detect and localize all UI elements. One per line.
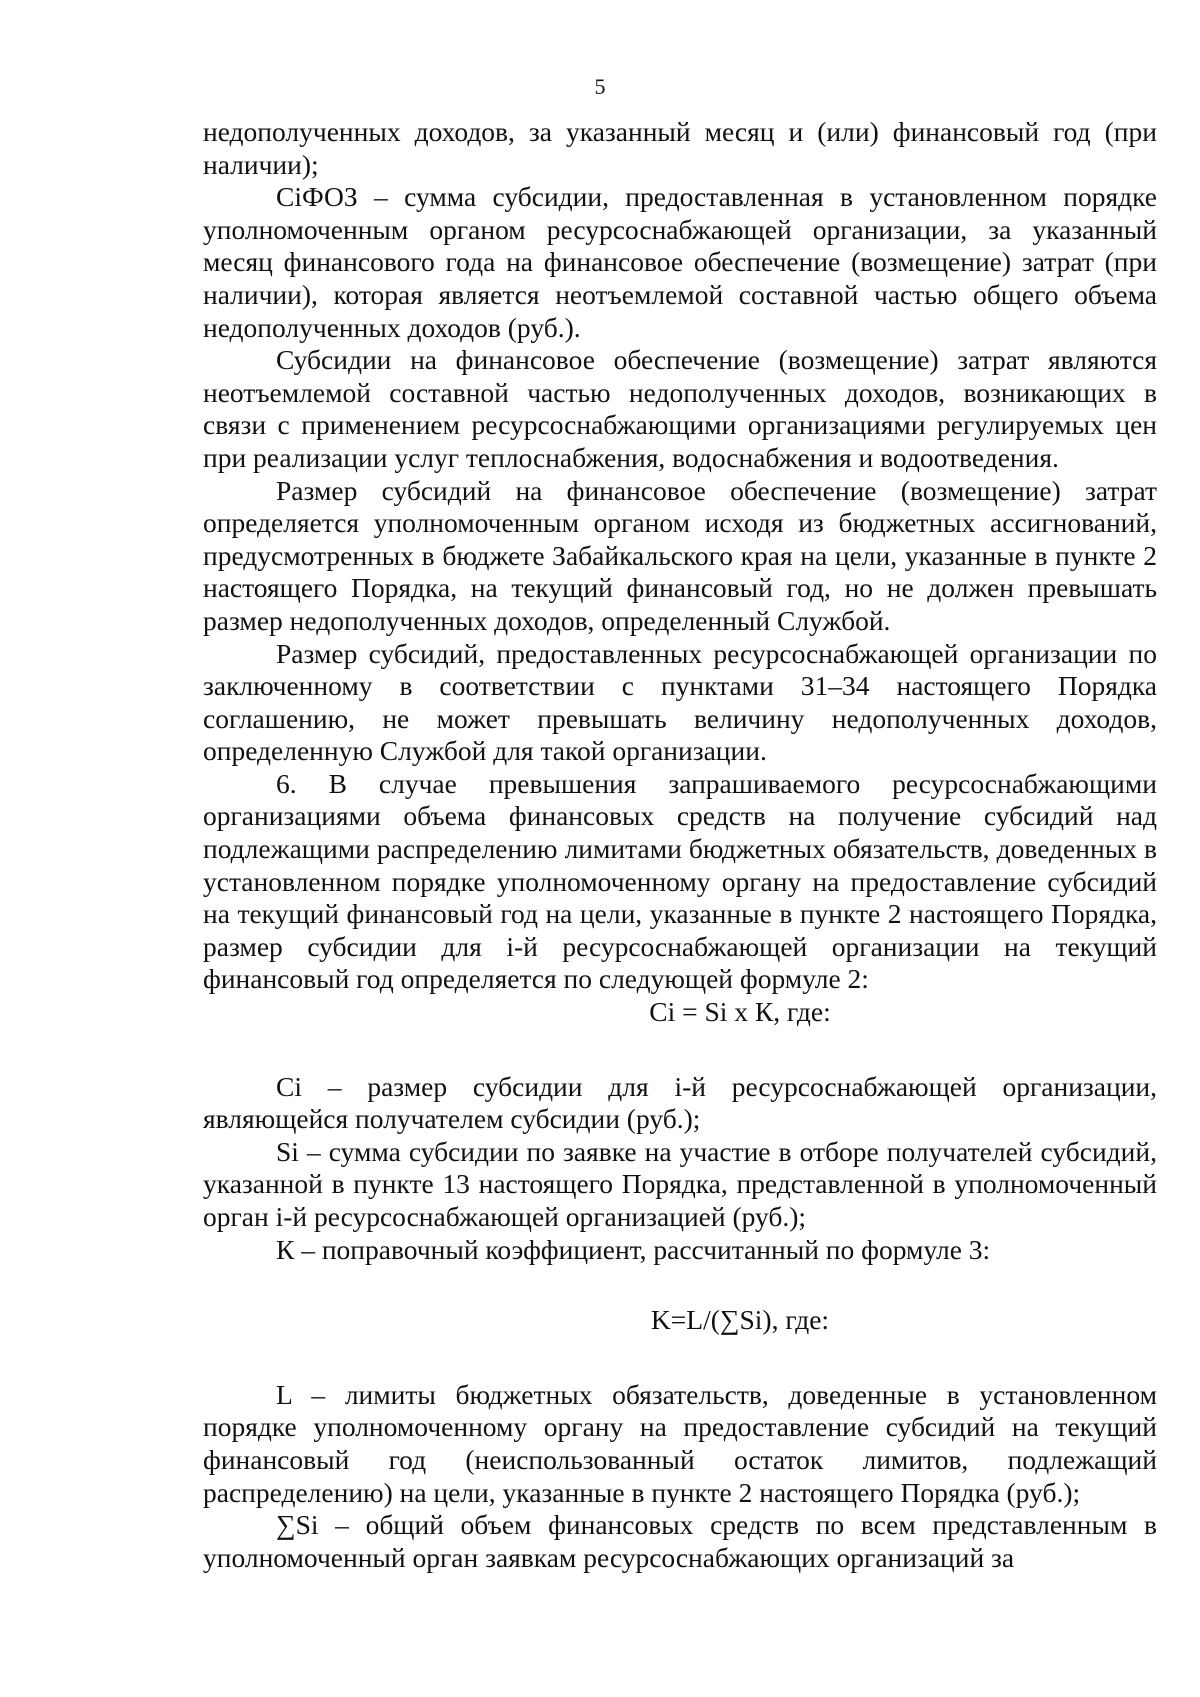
paragraph-subsidies-component: Субсидии на финансовое обеспечение (возмещение) затрат являются неотъемлемой составной частью недополученных доходов, возникающих в связи с применением ресурсоснабжающими организациями регулируемых цен при реализации услуг теплоснабжения, водоснабжения и водоотведения. (203, 344, 1157, 473)
paragraph-cifoz-definition: СiФОЗ – сумма субсидии, предоставленная в установленном порядке уполномоченным органом ресурсоснабжающей организации, за указанный месяц финансового года на финансовое обеспечение (возмещение) затрат (при наличии), которая является неотъемлемой составной частью общего объема недополученных доходов (руб.). (203, 181, 1157, 343)
paragraph-k-definition: К – поправочный коэффициент, рассчитанный по формуле 3: (276, 1233, 991, 1265)
document-body (203, 116, 1157, 1574)
formula-3: K=L/(∑Si), где: (650, 1304, 830, 1336)
page-number: 5 (594, 74, 606, 99)
paragraph-subsidy-amount: Размер субсидий на финансовое обеспечение (возмещение) затрат определяется уполномоченным органом исходя из бюджетных ассигнований, предусмотренных в бюджете Забайкальского края на цели, указанные в пункте 2 настоящего Порядка, на текущий финансовый год, но не должен превышать размер недополученных доходов, определенный Службой. (203, 474, 1157, 636)
paragraph-ci-definition: Ci – размер субсидии для i-й ресурсоснабжающей организации, являющейся получателем субсидии (руб.); (203, 1070, 1157, 1135)
paragraph-continuation: недополученных доходов, за указанный месяц и (или) финансовый год (при наличии); (203, 116, 1157, 180)
paragraph-l-definition: L – лимиты бюджетных обязательств, доведенные в установленном порядке уполномоченному органу на предоставление субсидий на текущий финансовый год (неиспользованный остаток лимитов, подлежащий распределению) на цели, указанные в пункте 2 настоящего Порядка (руб.); (203, 1378, 1157, 1508)
paragraph-sum-si-definition: ∑Si – общий объем финансовых средств по всем представленным в уполномоченный орган заявкам ресурсоснабжающих организаций за (203, 1509, 1157, 1573)
paragraph-subsidy-limit: Размер субсидий, предоставленных ресурсоснабжающей организации по заключенному в соответствии с пунктами 31–34 настоящего Порядка соглашению, не может превышать величину недополученных доходов, определенную Службой для такой организации. (203, 637, 1157, 767)
formula-2: Ci = Si x К, где: (649, 996, 831, 1028)
paragraph-si-definition: Si – сумма субсидии по заявке на участие в отборе получателей субсидий, указанной в пункте 13 настоящего Порядка, представленной в уполномоченный орган i-й ресурсоснабжающей организацией (руб.); (203, 1135, 1157, 1232)
paragraph-item-6: 6. В случае превышения запрашиваемого ресурсоснабжающими организациями объема финансовых средств на получение субсидий над подлежащими распределению лимитами бюджетных обязательств, доведенных в установленном порядке уполномоченному органу на предоставление субсидий на текущий финансовый год на цели, указанные в пункте 2 настоящего Порядка, размер субсидии для i-й ресурсоснабжающей организации на текущий финансовый год определяется по следующей формуле 2: (203, 767, 1157, 995)
